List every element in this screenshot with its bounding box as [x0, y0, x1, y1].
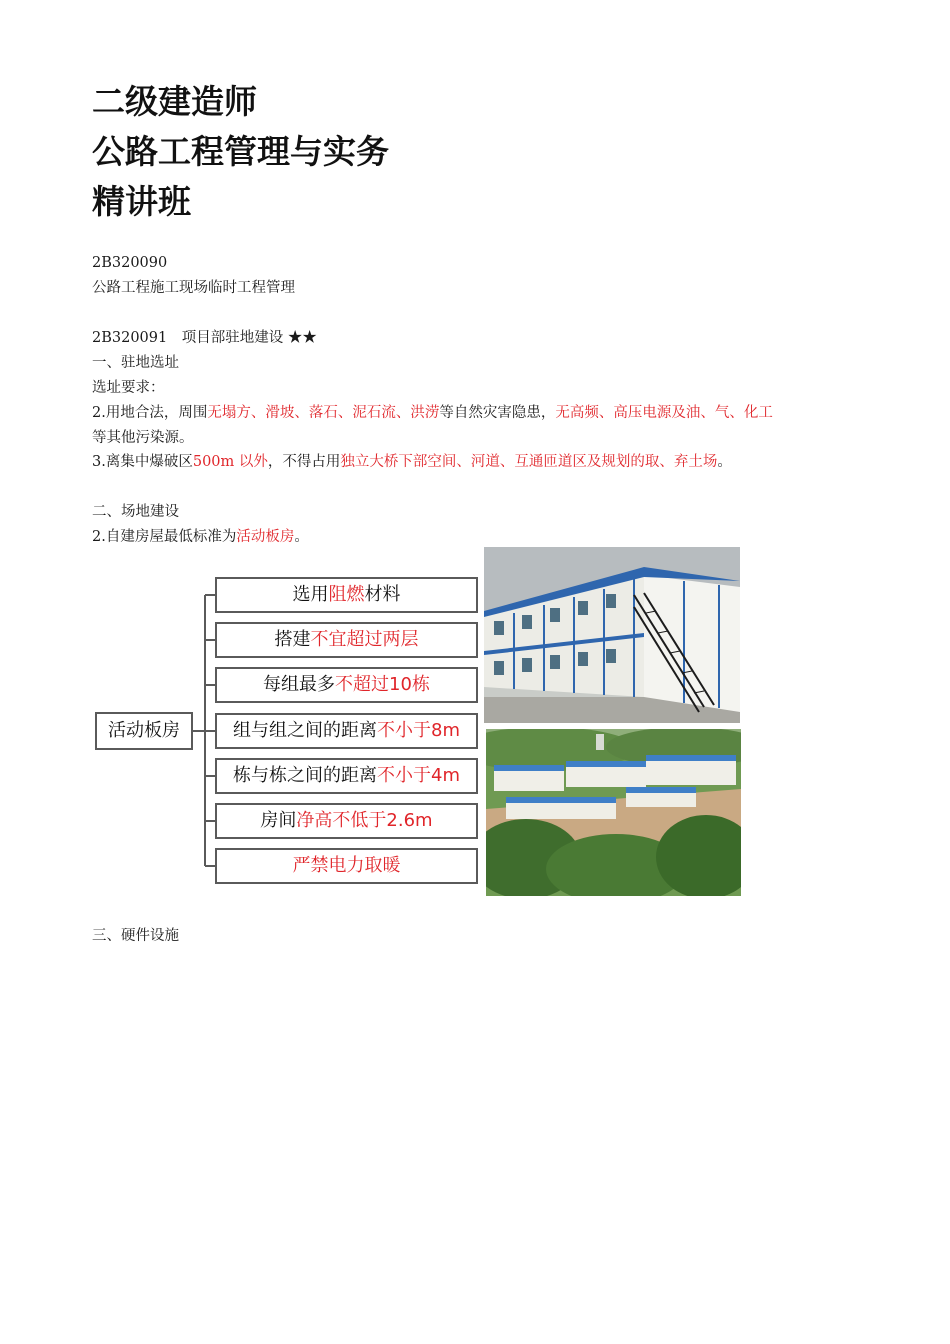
- heading-site-selection: 一、驻地选址: [92, 355, 179, 371]
- site-item-2: [92, 527, 309, 547]
- branch-highlight: 不超过10栋: [335, 674, 430, 695]
- prefab-house-diagram: [95, 560, 485, 890]
- item-3-line: [92, 452, 732, 472]
- title-line-1: 二级建造师: [92, 82, 257, 121]
- item-3-text-e: 。: [717, 454, 732, 470]
- title-line-3: 精讲班: [92, 182, 191, 221]
- branch-highlight: 不小于8m: [377, 720, 460, 741]
- branch-highlight: 阻燃: [328, 584, 365, 605]
- item-2-text-c: 等自然灾害隐患，: [439, 405, 556, 421]
- branch-room-height: [215, 803, 478, 839]
- site-item-2-text-a: 2.自建房屋最低标准为: [92, 529, 237, 545]
- site-item-2-highlight: 活动板房: [236, 529, 295, 545]
- branch-highlight: 不小于4m: [377, 765, 460, 786]
- item-2-line-1: [92, 403, 773, 423]
- branch-text: 选用: [292, 584, 329, 605]
- subsection-heading: 2B320091 项目部驻地建设 ★★: [92, 330, 317, 346]
- section-name: 公路工程施工现场临时工程管理: [92, 280, 295, 296]
- item-3-text-a: 3.离集中爆破区: [92, 454, 193, 470]
- diagram-root-node: 活动板房: [95, 712, 193, 750]
- branch-text: 组与组之间的距离: [233, 720, 377, 741]
- branch-group-distance: [215, 713, 478, 749]
- branch-max-buildings: [215, 667, 478, 703]
- item-3-distance: 500m 以外: [192, 454, 268, 470]
- branch-no-electric-heating: [215, 848, 478, 884]
- item-3-forbidden: 独立大桥下部空间、河道、互通匝道区及规划的取、弃土场: [340, 454, 718, 470]
- item-2-line-2: 等其他污染源。: [92, 430, 194, 446]
- site-item-2-text-c: 。: [294, 529, 309, 545]
- item-3-text-c: ，不得占用: [267, 454, 341, 470]
- branch-text: 栋与栋之间的距离: [233, 765, 377, 786]
- branch-highlight: 净高不低于2.6m: [296, 810, 433, 831]
- item-2-hazards: 无塌方、滑坡、落石、泥石流、洪涝: [207, 405, 440, 421]
- branch-text-tail: 材料: [364, 584, 401, 605]
- prefab-building-photo: [484, 547, 740, 723]
- branch-highlight: 不宜超过两层: [310, 629, 419, 650]
- branch-building-distance: [215, 758, 478, 794]
- branch-max-floors: [215, 622, 478, 658]
- branch-text: 房间: [260, 810, 297, 831]
- section-code: 2B320090: [92, 255, 168, 271]
- branch-fire-retardant: [215, 577, 478, 613]
- branch-text: 每组最多: [263, 674, 336, 695]
- title-line-2: 公路工程管理与实务: [92, 132, 389, 171]
- heading-site-construction: 二、场地建设: [92, 504, 179, 520]
- item-2-pollution: 无高频、高压电源及油、气、化工: [555, 405, 773, 421]
- hillside-camp-photo: [486, 729, 741, 896]
- heading-hardware: 三、硬件设施: [92, 928, 179, 944]
- branch-text: 搭建: [274, 629, 311, 650]
- item-2-text-a: 2.用地合法，周围: [92, 405, 208, 421]
- branch-highlight: 严禁电力取暖: [292, 855, 401, 876]
- requirements-label: 选址要求：: [92, 380, 165, 396]
